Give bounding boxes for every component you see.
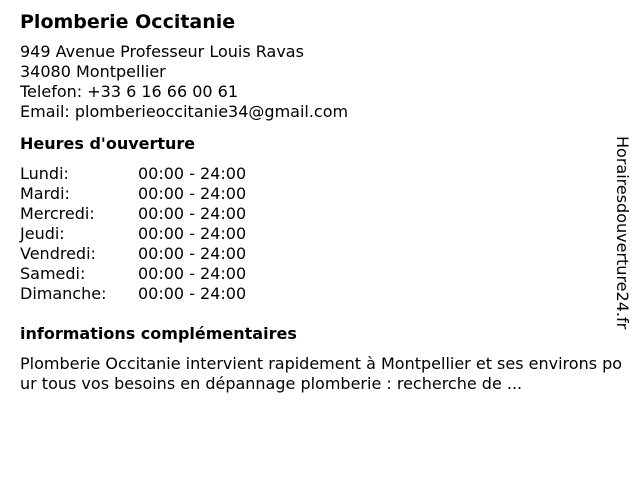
- hours-time: 00:00 - 24:00: [138, 184, 247, 203]
- address-line-street: 949 Avenue Professeur Louis Ravas: [20, 42, 304, 61]
- site-watermark: Horairesdouverture24.fr: [613, 136, 632, 330]
- hours-row-friday: [20, 244, 246, 264]
- hours-time: 00:00 - 24:00: [138, 284, 247, 303]
- hours-row-saturday: [20, 264, 246, 284]
- hours-row-sunday: [20, 284, 246, 304]
- hours-day: Dimanche:: [20, 284, 107, 303]
- hours-day: Jeudi:: [20, 224, 65, 243]
- hours-time: 00:00 - 24:00: [138, 164, 247, 183]
- additional-info-text: Plomberie Occitanie intervient rapidement à Montpellier et ses environs pour tous vos besoins en dépannage plomberie : recherche de ...: [20, 354, 623, 393]
- opening-hours-title: Heures d'ouverture: [20, 134, 196, 153]
- email-line: Email: plomberieoccitanie34@gmail.com: [20, 102, 349, 121]
- hours-time: 00:00 - 24:00: [138, 244, 247, 263]
- hours-time: 00:00 - 24:00: [138, 264, 247, 283]
- hours-row-monday: [20, 164, 246, 184]
- hours-day: Vendredi:: [20, 244, 96, 263]
- hours-day: Samedi:: [20, 264, 86, 283]
- business-name: Plomberie Occitanie: [20, 11, 236, 33]
- hours-day: Lundi:: [20, 164, 69, 183]
- hours-day: Mercredi:: [20, 204, 95, 223]
- hours-time: 00:00 - 24:00: [138, 224, 247, 243]
- additional-info-title: informations complémentaires: [20, 324, 297, 343]
- opening-hours-table: [20, 164, 246, 304]
- address-line-city: 34080 Montpellier: [20, 62, 166, 81]
- hours-row-wednesday: [20, 204, 246, 224]
- hours-time: 00:00 - 24:00: [138, 204, 247, 223]
- phone-line: Telefon: +33 6 16 66 00 61: [20, 82, 239, 101]
- hours-day: Mardi:: [20, 184, 70, 203]
- hours-row-thursday: [20, 224, 246, 244]
- hours-row-tuesday: [20, 184, 246, 204]
